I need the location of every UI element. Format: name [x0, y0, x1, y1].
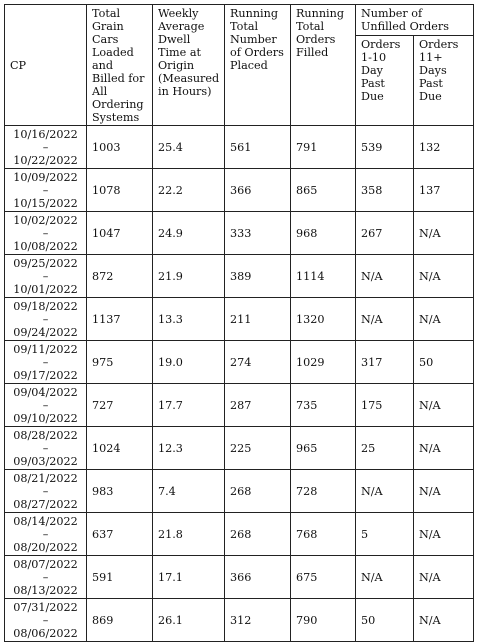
cell-orders-placed: 312 [225, 599, 291, 642]
period-start: 09/18/2022 [13, 299, 78, 313]
period-start: 09/04/2022 [13, 385, 78, 399]
header-total-grain-cars: Total Grain Cars Loaded and Billed for All Ordering Systems [87, 5, 153, 126]
cell-total-cars: 983 [87, 470, 153, 513]
cell-unfilled-11plus: 50 [414, 341, 474, 384]
period-cell [5, 599, 87, 642]
period-dash: – [42, 140, 49, 154]
cell-dwell-time: 12.3 [153, 427, 225, 470]
period-start: 09/25/2022 [13, 256, 78, 270]
period-cell [5, 427, 87, 470]
cell-total-cars: 1003 [87, 126, 153, 169]
header-unfilled-group: Number of Unfilled Orders [356, 5, 474, 36]
header-unfilled-1-10: Orders 1-10 Day Past Due [356, 36, 414, 126]
cell-unfilled-1-10: 317 [356, 341, 414, 384]
period-end: 09/03/2022 [13, 454, 78, 468]
cell-orders-filled: 728 [291, 470, 356, 513]
cell-unfilled-1-10: N/A [356, 298, 414, 341]
cell-unfilled-11plus: N/A [414, 556, 474, 599]
cell-orders-filled: 1320 [291, 298, 356, 341]
period-start: 10/16/2022 [13, 127, 78, 141]
cell-total-cars: 1047 [87, 212, 153, 255]
cell-unfilled-11plus: N/A [414, 513, 474, 556]
cell-dwell-time: 26.1 [153, 599, 225, 642]
cell-orders-filled: 768 [291, 513, 356, 556]
header-weekly-dwell: Weekly Average Dwell Time at Origin (Measured in Hours) [153, 5, 225, 126]
cell-total-cars: 869 [87, 599, 153, 642]
cell-orders-placed: 389 [225, 255, 291, 298]
cell-unfilled-1-10: 358 [356, 169, 414, 212]
period-cell [5, 169, 87, 212]
cell-orders-placed: 268 [225, 470, 291, 513]
cell-unfilled-1-10: N/A [356, 255, 414, 298]
period-end: 08/06/2022 [13, 626, 78, 640]
cell-orders-placed: 366 [225, 169, 291, 212]
period-cell [5, 126, 87, 169]
period-end: 09/24/2022 [13, 325, 78, 339]
period-dash: – [42, 484, 49, 498]
cell-unfilled-11plus: N/A [414, 298, 474, 341]
cell-orders-filled: 791 [291, 126, 356, 169]
cell-dwell-time: 21.8 [153, 513, 225, 556]
period-end: 10/08/2022 [13, 239, 78, 253]
period-start: 10/09/2022 [13, 170, 78, 184]
table-row [5, 599, 474, 642]
period-cell [5, 384, 87, 427]
table-body [5, 126, 474, 642]
table-row [5, 556, 474, 599]
cell-unfilled-1-10: 25 [356, 427, 414, 470]
cell-unfilled-1-10: 539 [356, 126, 414, 169]
cell-orders-placed: 333 [225, 212, 291, 255]
period-dash: – [42, 355, 49, 369]
cell-total-cars: 975 [87, 341, 153, 384]
cell-unfilled-1-10: N/A [356, 556, 414, 599]
header-running-filled: Running Total Orders Filled [291, 5, 356, 126]
period-start: 08/21/2022 [13, 471, 78, 485]
period-cell [5, 470, 87, 513]
cell-dwell-time: 22.2 [153, 169, 225, 212]
period-dash: – [42, 570, 49, 584]
table-row [5, 384, 474, 427]
cell-orders-filled: 735 [291, 384, 356, 427]
cell-unfilled-11plus: 137 [414, 169, 474, 212]
cell-dwell-time: 19.0 [153, 341, 225, 384]
period-dash: – [42, 441, 49, 455]
period-start: 08/28/2022 [13, 428, 78, 442]
table-row [5, 427, 474, 470]
period-cell [5, 513, 87, 556]
cell-total-cars: 637 [87, 513, 153, 556]
cell-unfilled-11plus: N/A [414, 470, 474, 513]
cell-dwell-time: 17.7 [153, 384, 225, 427]
period-end: 08/27/2022 [13, 497, 78, 511]
period-cell [5, 556, 87, 599]
cell-total-cars: 1137 [87, 298, 153, 341]
cell-unfilled-1-10: 267 [356, 212, 414, 255]
cell-total-cars: 591 [87, 556, 153, 599]
cell-unfilled-1-10: 50 [356, 599, 414, 642]
cell-unfilled-11plus: N/A [414, 384, 474, 427]
period-cell [5, 298, 87, 341]
period-start: 10/02/2022 [13, 213, 78, 227]
table-header [5, 5, 474, 126]
cell-unfilled-1-10: N/A [356, 470, 414, 513]
cell-unfilled-1-10: 5 [356, 513, 414, 556]
cell-orders-filled: 675 [291, 556, 356, 599]
table-row [5, 298, 474, 341]
period-end: 09/17/2022 [13, 368, 78, 382]
grain-cars-table [4, 4, 474, 642]
cell-total-cars: 1078 [87, 169, 153, 212]
cell-orders-placed: 211 [225, 298, 291, 341]
period-cell [5, 255, 87, 298]
header-cp: CP [5, 5, 87, 126]
cell-dwell-time: 25.4 [153, 126, 225, 169]
cell-orders-filled: 1029 [291, 341, 356, 384]
period-dash: – [42, 312, 49, 326]
period-dash: – [42, 183, 49, 197]
period-dash: – [42, 613, 49, 627]
period-end: 10/15/2022 [13, 196, 78, 210]
cell-unfilled-11plus: N/A [414, 427, 474, 470]
table-row [5, 341, 474, 384]
cell-dwell-time: 7.4 [153, 470, 225, 513]
cell-unfilled-1-10: 175 [356, 384, 414, 427]
cell-unfilled-11plus: N/A [414, 255, 474, 298]
cell-orders-placed: 274 [225, 341, 291, 384]
cell-orders-filled: 865 [291, 169, 356, 212]
period-end: 09/10/2022 [13, 411, 78, 425]
cell-dwell-time: 17.1 [153, 556, 225, 599]
cell-orders-filled: 1114 [291, 255, 356, 298]
table-row [5, 255, 474, 298]
cell-unfilled-11plus: N/A [414, 599, 474, 642]
cell-orders-filled: 965 [291, 427, 356, 470]
period-dash: – [42, 269, 49, 283]
cell-orders-placed: 268 [225, 513, 291, 556]
table-row [5, 513, 474, 556]
period-end: 08/20/2022 [13, 540, 78, 554]
period-end: 08/13/2022 [13, 583, 78, 597]
period-cell [5, 212, 87, 255]
cell-total-cars: 1024 [87, 427, 153, 470]
cell-total-cars: 727 [87, 384, 153, 427]
cell-unfilled-11plus: N/A [414, 212, 474, 255]
header-running-placed: Running Total Number of Orders Placed [225, 5, 291, 126]
cell-unfilled-11plus: 132 [414, 126, 474, 169]
table-row [5, 126, 474, 169]
period-start: 09/11/2022 [13, 342, 78, 356]
cell-dwell-time: 24.9 [153, 212, 225, 255]
period-start: 08/14/2022 [13, 514, 78, 528]
cell-orders-placed: 225 [225, 427, 291, 470]
table-row [5, 470, 474, 513]
cell-dwell-time: 21.9 [153, 255, 225, 298]
table-row [5, 212, 474, 255]
cell-orders-placed: 287 [225, 384, 291, 427]
period-end: 10/01/2022 [13, 282, 78, 296]
period-dash: – [42, 527, 49, 541]
cell-dwell-time: 13.3 [153, 298, 225, 341]
period-cell [5, 341, 87, 384]
cell-orders-placed: 561 [225, 126, 291, 169]
period-dash: – [42, 226, 49, 240]
cell-total-cars: 872 [87, 255, 153, 298]
period-end: 10/22/2022 [13, 153, 78, 167]
cell-orders-placed: 366 [225, 556, 291, 599]
cell-orders-filled: 790 [291, 599, 356, 642]
cell-orders-filled: 968 [291, 212, 356, 255]
period-dash: – [42, 398, 49, 412]
period-start: 07/31/2022 [13, 600, 78, 614]
period-start: 08/07/2022 [13, 557, 78, 571]
header-unfilled-11plus: Orders 11+ Days Past Due [414, 36, 474, 126]
table-row [5, 169, 474, 212]
